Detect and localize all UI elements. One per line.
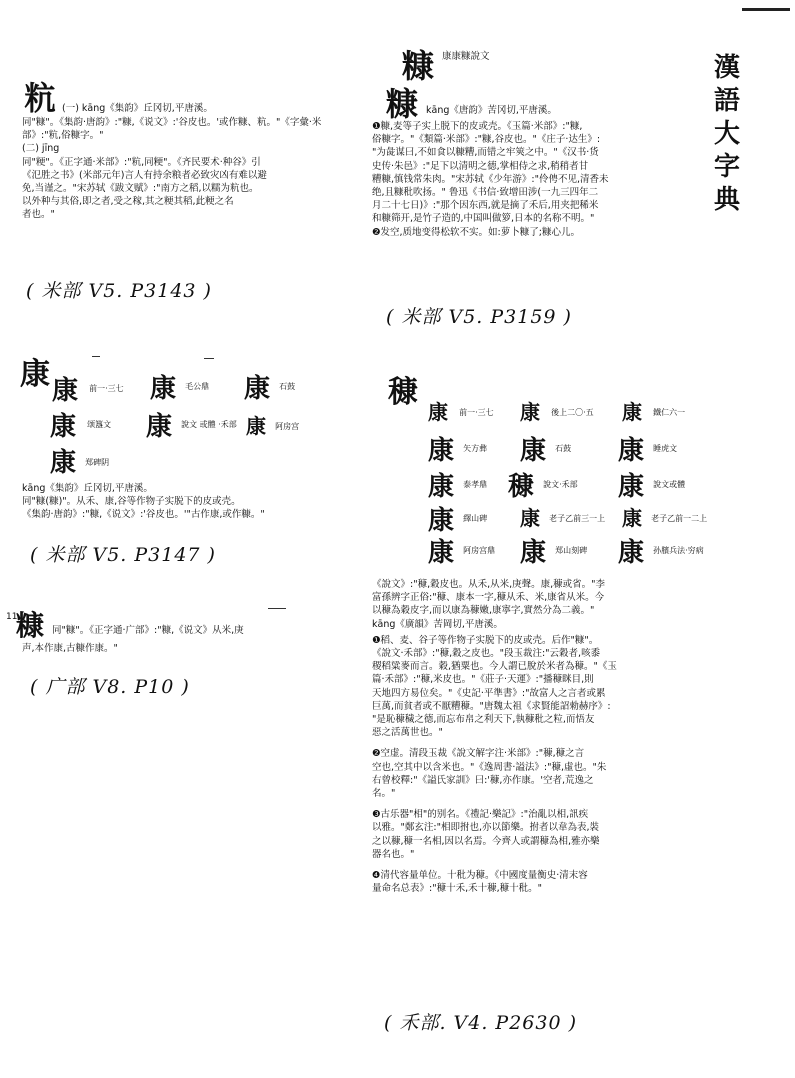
seal-form xyxy=(50,414,111,440)
entry-line: 惡之活萬世也。" xyxy=(372,727,443,739)
entry-line: 《氾胜之书》(米部元年)言人有持余粮者必致灾凶有难以避 xyxy=(22,169,267,181)
seal-caption: 矢方彝 xyxy=(463,444,488,453)
seal-form xyxy=(618,438,677,464)
seal-form xyxy=(520,540,587,566)
title-char: 大 xyxy=(713,119,740,149)
entry-line: 《集韵·唐韵》:"糠,《说文》:'谷皮也。'"古作康,或作糠。" xyxy=(22,509,265,521)
dictionary-title xyxy=(712,52,742,217)
entry-line: "为彘谋曰,不如食以糠糟,而错之牢筴之中。"《汉书·货 xyxy=(372,147,599,159)
seal-glyph: 康 xyxy=(622,506,642,530)
seal-form xyxy=(520,402,594,423)
seal-glyph: 康 xyxy=(618,472,645,502)
seal-form xyxy=(52,378,124,404)
handwritten-reference: ( 禾部. V4. P2630 ) xyxy=(384,1012,578,1034)
seal-form xyxy=(428,402,494,423)
entry-line: 绝,且糠秕吹扬。" 鲁迅《书信·致增田涉(一九三四年二 xyxy=(372,187,599,199)
entry-kang-rice xyxy=(62,102,213,115)
seal-glyph: 康 xyxy=(246,414,266,438)
seal-caption: 颂簋文 xyxy=(87,420,112,429)
title-char: 漢 xyxy=(713,53,740,83)
entry-line: "是恥穅穢之德,而忘布帛之利天下,執穅秕之粒,而悟友 xyxy=(372,714,595,726)
entry-line: 糟糠,慎钱常朱肉。"宋苏轼《少年游》:"伶俜不见,清香未 xyxy=(372,173,609,185)
headword-variant: 糠 xyxy=(402,47,435,85)
entry-line: 量命名总表》:"穅十禾,禾十穅,穅十秕。" xyxy=(372,883,542,895)
seal-caption: 後上二〇·五 xyxy=(551,408,594,417)
seal-caption: 毛公鼎 xyxy=(185,382,210,391)
entry-line: 史传·朱邑》:"足下以清明之德,掌相侍之求,稍稍者甘 xyxy=(372,160,589,172)
seal-glyph: 康 xyxy=(428,472,455,502)
seal-caption: 說文 或體 ·禾部 xyxy=(181,420,237,429)
seal-caption: 阿房宫鼎 xyxy=(463,546,496,555)
seal-form xyxy=(520,508,605,529)
seal-form xyxy=(428,508,487,534)
entry-line: (二) jīng xyxy=(22,143,60,155)
seal-form xyxy=(150,376,209,402)
entry-line: 免,当谨之。"宋苏轼《跋文赋》:"南方之稻,以糯为粇也。 xyxy=(22,183,259,195)
seal-glyph: 康 xyxy=(50,448,77,478)
entry-line: 以外种与其俗,即之者,受之稼,其之粳其稻,此粳之名 xyxy=(22,196,234,208)
seal-caption: 老子乙前一二上 xyxy=(651,514,708,523)
handwritten-reference: ( 米部 V5. P3143 ) xyxy=(26,280,212,302)
entry-line: 声,本作康,古糠作康。" xyxy=(22,643,118,654)
headword-kang-grain: 穅 xyxy=(388,375,418,410)
seal-glyph: 康 xyxy=(428,538,455,568)
entry-line: 稷稻粱麥而言。穀,猶粟也。今人謂已脫於米者為穅。"《玉 xyxy=(372,661,617,673)
headword-kang-rice: 粇 xyxy=(24,79,57,117)
seal-form xyxy=(246,416,299,437)
seal-form xyxy=(50,450,109,476)
title-char: 字 xyxy=(713,152,740,182)
seal-glyph: 康 xyxy=(520,538,547,568)
seal-glyph: 康 xyxy=(50,412,77,442)
entry-line: 名。" xyxy=(372,788,396,800)
seal-glyph: 康 xyxy=(428,400,448,424)
entry-line: ❶糠,麦等子实上脱下的皮或壳。《玉篇·米部》:"糠, xyxy=(372,121,583,132)
entry-kang-grain xyxy=(372,578,617,895)
seal-caption: 說文或體 xyxy=(653,480,686,489)
entry-line: 同"粳"。《正字通·米部》:"粇,同粳"。《齐民要术·种谷》引 xyxy=(22,156,261,168)
entry-line: kāng《唐韵》苦冈切,平唐溪。 xyxy=(426,105,557,116)
entry-line: ❶稻、麦、谷子等作物子实脱下的皮或壳。后作"糠"。 xyxy=(372,634,599,646)
headword-kang-husk: 糠 xyxy=(386,85,419,123)
seal-caption: 石鼓 xyxy=(555,444,572,453)
seal-form xyxy=(428,540,495,566)
entry-line: kāng《集韵》丘冈切,平唐溪。 xyxy=(22,483,153,494)
entry-line: 器名也。" xyxy=(372,848,415,860)
entry-line: 《說文·禾部》:"穅,穀之皮也。"段玉裁注:"云穀者,咳黍 xyxy=(372,648,601,660)
seal-caption: 郑山刻碑 xyxy=(555,546,588,555)
headword-kang-lean: 糠 xyxy=(16,609,45,642)
entry-line: 以雅。"鄭玄注:"相即拊也,亦以節樂。拊者以韋為表,裝 xyxy=(372,822,599,834)
entry-kang-rice-body xyxy=(22,116,321,222)
stroke-count: 11 xyxy=(6,612,18,622)
seal-caption: 前一·三七 xyxy=(459,408,494,417)
entry-line: 巨萬,而貧者或不厭糟穅。"唐魏太祖《求賢能詔勑赫序》: xyxy=(372,700,611,712)
entry-kang-husk xyxy=(426,104,557,117)
handwritten-reference: ( 广部 V8. P10 ) xyxy=(30,676,190,698)
divider-dash xyxy=(92,356,100,357)
entry-line: (一) kāng《集韵》丘冈切,平唐溪。 xyxy=(62,103,213,114)
seal-glyph: 康 xyxy=(146,412,173,442)
seal-form xyxy=(508,474,578,500)
entry-line: 同"糠"。《正字通·广部》:"糠,《说文》从米,庚 xyxy=(52,625,244,636)
seal-caption: 泰孝鼎 xyxy=(463,480,488,489)
seal-caption: 鐵仁六一 xyxy=(653,408,686,417)
handwritten-reference: ( 米部 V5. P3147 ) xyxy=(30,544,216,566)
entry-line: 篇·禾部》:"穅,米皮也。"《莊子·天運》:"播穅眯目,則 xyxy=(372,674,594,686)
entry-line: 天地四方易位矣。"《史記·平準書》:"故富人之言者或累 xyxy=(372,687,606,699)
seal-form xyxy=(520,438,571,464)
headword-kang-radical: 康 xyxy=(20,357,50,392)
seal-form xyxy=(428,438,487,464)
entry-kang-husk-body xyxy=(372,120,608,239)
seal-glyph: 康 xyxy=(520,436,547,466)
seal-caption: 郑碑阴 xyxy=(85,458,110,467)
entry-line: 《說文》:"穅,穀皮也。从禾,从米,庚聲。康,穅或省。"李 xyxy=(372,579,606,590)
seal-glyph: 穅 xyxy=(508,472,535,502)
seal-form xyxy=(244,376,295,402)
top-rule xyxy=(742,8,790,11)
seal-glyph: 康 xyxy=(52,376,79,406)
seal-caption: 繹山碑 xyxy=(463,514,488,523)
seal-glyph: 康 xyxy=(622,400,642,424)
handwritten-reference: ( 米部 V5. P3159 ) xyxy=(386,306,572,328)
entry-line: ❸古乐器"相"的别名。《禮記·樂記》:"治亂以相,訊疾 xyxy=(372,809,589,821)
divider-dash xyxy=(204,358,214,359)
title-char: 典 xyxy=(713,185,740,215)
entry-line: 空也,空其中以含米也。"《逸周書·謚法》:"穅,虛也。"朱 xyxy=(372,761,607,773)
entry-line: 俗糠字。"《類篇·米部》:"糠,谷皮也。"《庄子·达生》: xyxy=(372,134,601,146)
seal-form xyxy=(428,474,487,500)
entry-kang-lean-body xyxy=(22,642,118,655)
seal-caption: 前一·三七 xyxy=(89,384,124,393)
entry-line: 月二十七日)》:"那个因东西,就是摘了禾后,用夹把稀米 xyxy=(372,200,599,212)
seal-caption: 說文·禾部 xyxy=(543,480,578,489)
seal-glyph: 康 xyxy=(244,374,271,404)
seal-form xyxy=(622,508,707,529)
divider-dash xyxy=(268,608,286,609)
entry-line: ❷空虚。清段玉裁《說文解字注·米部》:"穅,穅之言 xyxy=(372,748,585,760)
entry-line: 同"糠"。《集韵·唐韵》:"糠,《说文》:'谷皮也。'或作糠、粇。"《字彙·米 xyxy=(22,117,322,128)
seal-form xyxy=(146,414,237,440)
seal-glyph: 康 xyxy=(618,538,645,568)
entry-line: 和糠筛开,是竹子造的,中国叫做箩,日本的名称不明。" xyxy=(372,213,595,225)
entry-line: 同"糠(糠)"。从禾、康,谷等作物子实脱下的皮或壳。 xyxy=(22,496,241,508)
variant-label: 康康糠說文 xyxy=(442,51,490,62)
seal-glyph: 康 xyxy=(618,436,645,466)
seal-form xyxy=(618,474,685,500)
seal-caption: 阿房宫 xyxy=(275,422,300,431)
entry-line: 之以穅,穅一名相,因以名焉。今齊人或謂穅為相,雅亦樂 xyxy=(372,835,600,847)
seal-caption: 石鼓 xyxy=(279,382,296,391)
title-char: 語 xyxy=(713,86,740,116)
entry-line: ❹清代容量单位。十秕为穅。《中國度量衡史·清末容 xyxy=(372,870,588,882)
seal-caption: 孙臏兵法·穷病 xyxy=(653,546,704,555)
seal-glyph: 康 xyxy=(428,436,455,466)
entry-line: kāng《廣韻》苦岡切,平唐溪。 xyxy=(372,618,503,630)
seal-glyph: 康 xyxy=(428,506,455,536)
entry-kang-radical xyxy=(22,482,265,522)
entry-line: 者也。" xyxy=(22,209,55,221)
seal-glyph: 康 xyxy=(520,400,540,424)
entry-line: 以穅為穀皮字,而以康為穅嫩,康寧字,實然分為二義。" xyxy=(372,605,595,617)
seal-caption: 老子乙前三一上 xyxy=(549,514,606,523)
entry-line: 部》:"粇,俗糠字。" xyxy=(22,130,104,142)
entry-line: 右曾校釋:"《謚氏家訓》曰:'穅,亦作康。'空者,荒逸之 xyxy=(372,774,594,786)
entry-line: ❷发空,质地变得松软不实。如:萝卜糠了;糠心儿。 xyxy=(372,226,580,238)
seal-glyph: 康 xyxy=(520,506,540,530)
entry-kang-lean xyxy=(52,624,244,637)
entry-line: 富孫辨字正俗:"穅、康本一字,穅从禾、米,康省从米。今 xyxy=(372,592,605,604)
seal-glyph: 康 xyxy=(150,374,177,404)
seal-form xyxy=(622,402,685,423)
seal-caption: 睡虎文 xyxy=(653,444,678,453)
seal-form xyxy=(618,540,704,566)
